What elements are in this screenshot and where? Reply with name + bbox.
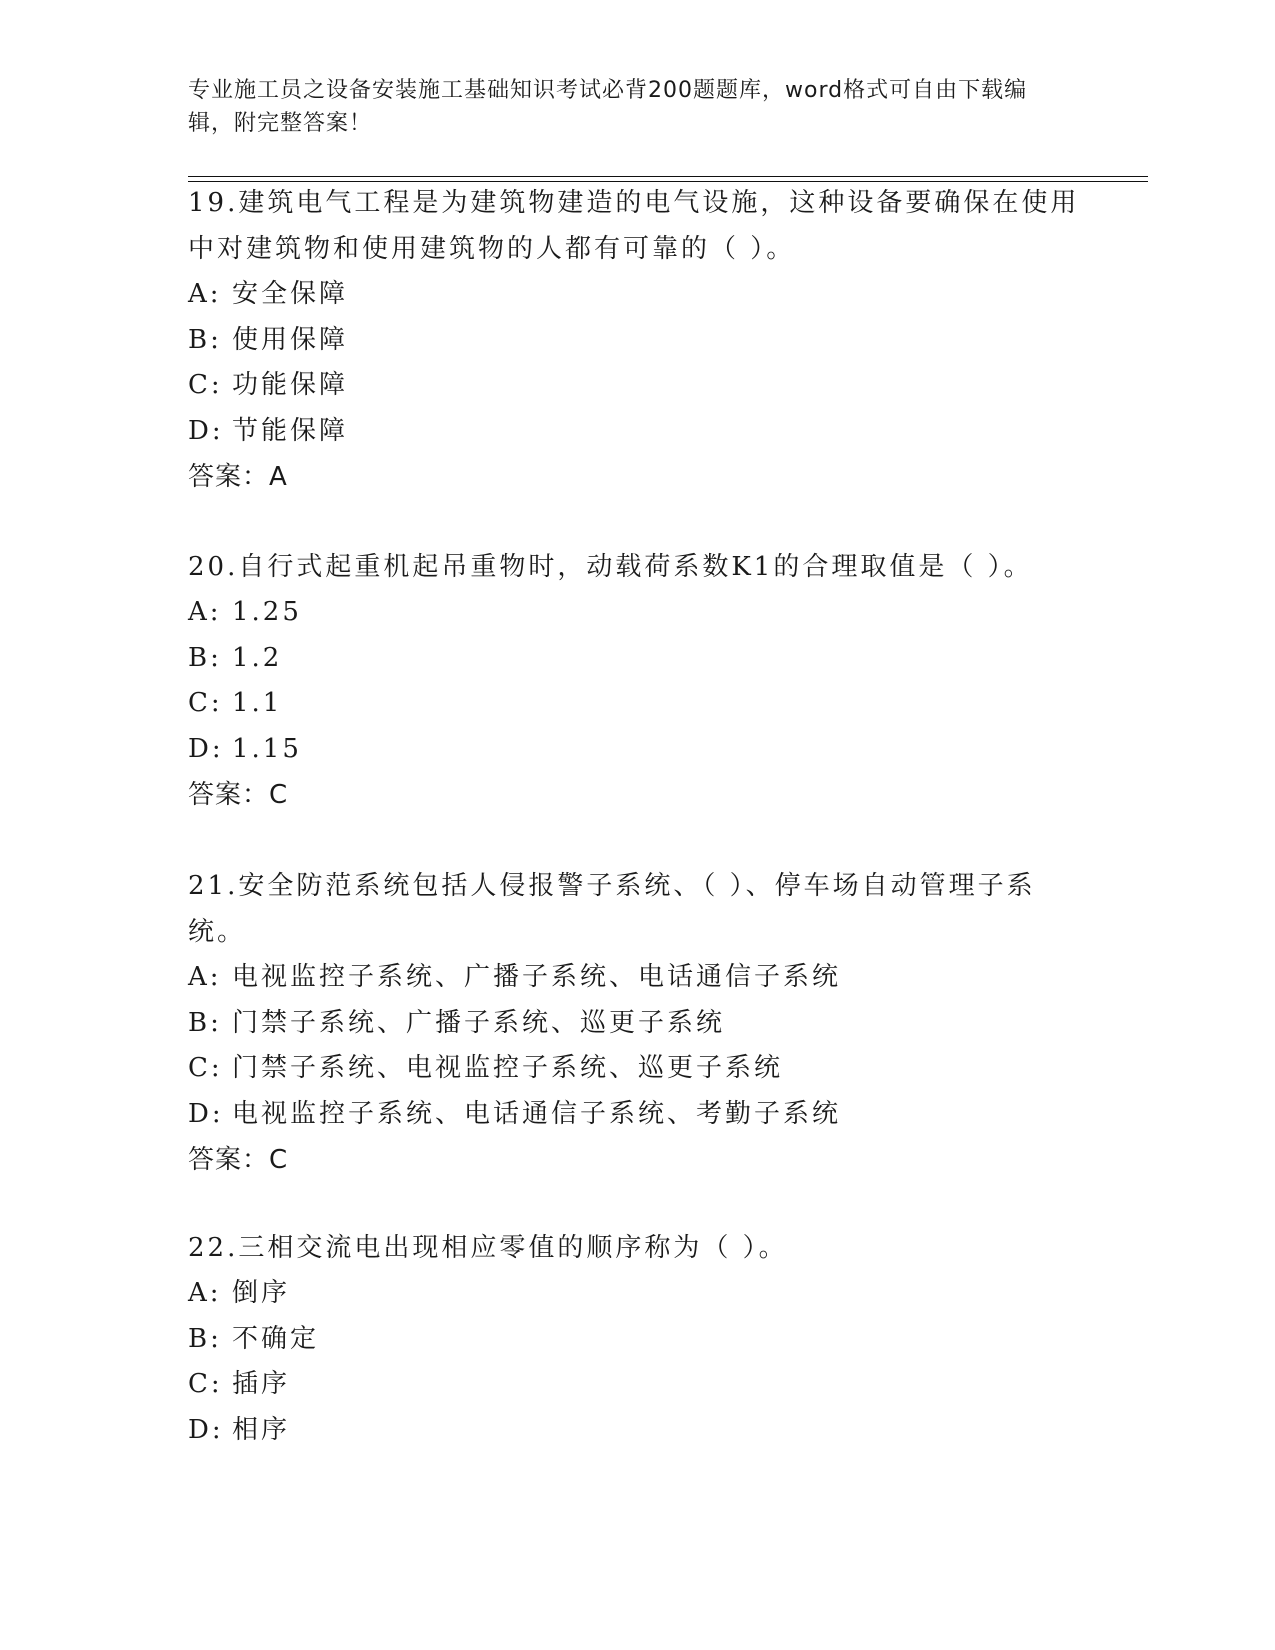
option-a — [188, 1271, 1088, 1317]
option-text: 门禁子系统、电视监控子系统、巡更子系统 — [232, 1053, 784, 1083]
option-key: B: — [188, 1323, 222, 1354]
option-text: 插序 — [232, 1369, 291, 1399]
answer-value: A — [269, 462, 288, 492]
document-header: 专业施工员之设备安装施工基础知识考试必背200题题库，word格式可自由下载编辑，附完整答案！ — [188, 78, 1028, 136]
question-text: 自行式起重机起吊重物时，动载荷系数K1的合理取值是（ ）。 — [238, 552, 1033, 582]
option-text: 1.25 — [232, 597, 302, 627]
option-b — [188, 636, 1088, 682]
option-key: A: — [188, 1278, 222, 1308]
option-text: 电视监控子系统、广播子系统、电话通信子系统 — [232, 962, 842, 992]
question-number: 20. — [188, 552, 239, 582]
answer-value: C — [269, 1145, 289, 1175]
option-key: A: — [188, 279, 222, 309]
option-text: 电视监控子系统、电话通信子系统、考勤子系统 — [232, 1098, 842, 1129]
answer-label: 答案： — [188, 462, 270, 492]
question-number: 21. — [188, 871, 239, 901]
option-text: 1.2 — [232, 642, 283, 673]
option-key: D: — [188, 733, 224, 764]
question-19 — [188, 180, 1088, 500]
answer-value: C — [269, 780, 289, 810]
option-key: B: — [188, 1007, 222, 1038]
option-text: 使用保障 — [232, 324, 349, 355]
option-text: 不确定 — [232, 1323, 320, 1354]
answer — [188, 1137, 1088, 1183]
option-d — [188, 1092, 1088, 1138]
option-c — [188, 681, 1088, 727]
option-key: D: — [188, 1098, 224, 1129]
option-key: D: — [188, 1414, 224, 1445]
option-key: C: — [188, 688, 223, 718]
question-22 — [188, 1225, 1088, 1453]
option-key: C: — [188, 1053, 223, 1083]
option-key: A: — [188, 597, 222, 627]
option-key: C: — [188, 370, 223, 400]
question-stem — [188, 544, 1088, 590]
option-key: C: — [188, 1369, 223, 1399]
option-text: 1.1 — [232, 688, 283, 718]
option-c — [188, 1046, 1088, 1092]
question-stem — [188, 180, 1088, 272]
option-d — [188, 409, 1088, 455]
option-key: D: — [188, 415, 224, 446]
option-b — [188, 1001, 1088, 1047]
option-text: 相序 — [232, 1414, 291, 1445]
option-a — [188, 955, 1088, 1001]
question-number: 19. — [188, 188, 239, 218]
option-d — [188, 727, 1088, 773]
option-text: 门禁子系统、广播子系统、巡更子系统 — [232, 1007, 726, 1038]
question-20 — [188, 544, 1088, 818]
option-key: A: — [188, 962, 222, 992]
option-text: 节能保障 — [232, 415, 349, 446]
question-stem — [188, 1225, 1088, 1271]
option-text: 功能保障 — [232, 370, 349, 400]
question-stem — [188, 863, 1088, 955]
option-d — [188, 1408, 1088, 1454]
question-text: 建筑电气工程是为建筑物建造的电气设施，这种设备要确保在使用中对建筑物和使用建筑物的人都有可靠的（ ）。 — [188, 188, 1080, 264]
option-c — [188, 363, 1088, 409]
answer — [188, 772, 1088, 818]
question-text: 三相交流电出现相应零值的顺序称为（ ）。 — [238, 1233, 788, 1263]
answer-label: 答案： — [188, 780, 270, 810]
option-b — [188, 318, 1088, 364]
option-key: B: — [188, 642, 222, 673]
option-key: B: — [188, 324, 222, 355]
answer — [188, 454, 1088, 500]
option-text: 1.15 — [232, 733, 302, 764]
answer-label: 答案： — [188, 1145, 270, 1175]
option-c — [188, 1362, 1088, 1408]
header-divider-top — [188, 176, 1148, 177]
option-a — [188, 590, 1088, 636]
question-number: 22. — [188, 1233, 239, 1263]
question-21 — [188, 863, 1088, 1183]
question-text: 安全防范系统包括人侵报警子系统、（ ）、停车场自动管理子系统。 — [188, 871, 1036, 947]
option-a — [188, 272, 1088, 318]
option-text: 倒序 — [232, 1278, 291, 1308]
option-text: 安全保障 — [232, 279, 349, 309]
option-b — [188, 1317, 1088, 1363]
